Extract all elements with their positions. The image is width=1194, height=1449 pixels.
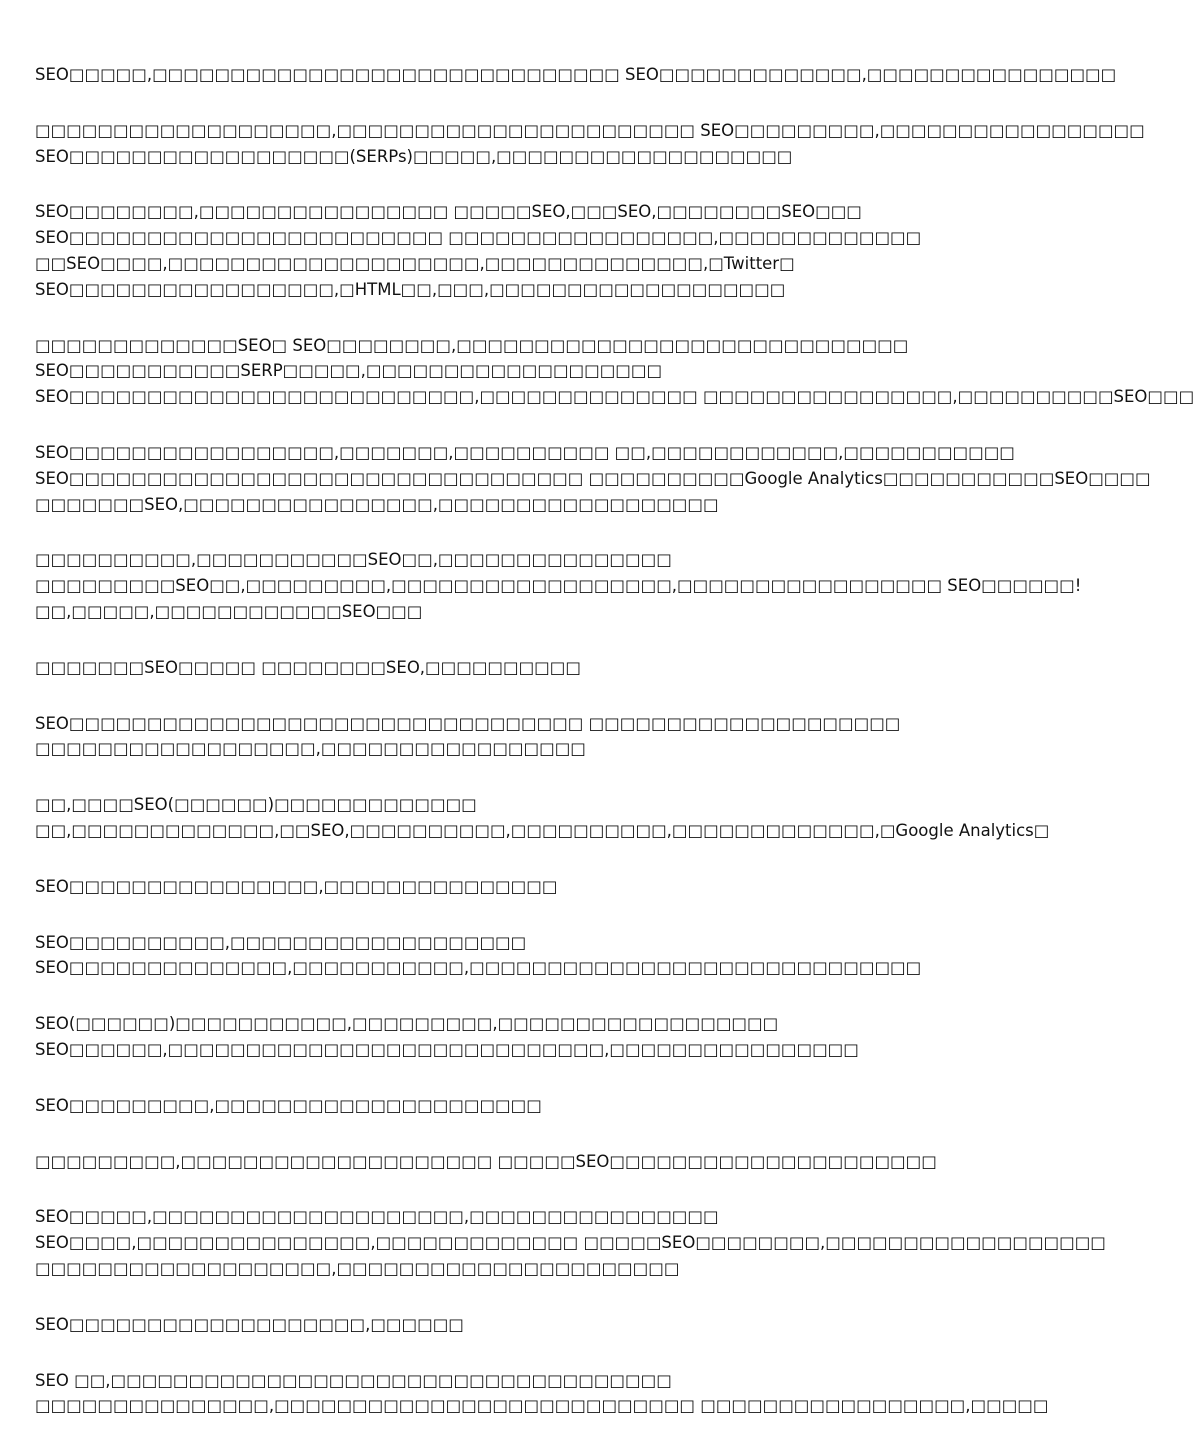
text-line: □□□□□□□□□□□□□□□□□□□,□□□□□□□□□□□□□□□□□□□□□□□ SEO□□□□□□□□□,□□□□□□□□□□□□□□□□□ — [35, 120, 1145, 140]
text-line: □□,□□□□□,□□□□□□□□□□□□SEO□□□ — [35, 601, 423, 621]
paragraph — [35, 874, 995, 900]
text-line: SEO□□□□□□□□□□□□□□□□□□□,□□□□□□ — [35, 1314, 464, 1334]
text-line: SEO□□□□□□□□□□□□□□□□□□□□□□□□□□□□□□□□□ □□□□□□□□□□Google Analytics□□□□□□□□□□□SEO□□□□ — [35, 468, 1151, 488]
text-line: □□□□□□□□□SEO□□,□□□□□□□□□,□□□□□□□□□□□□□□□□□□,□□□□□□□□□□□□□□□□□ SEO□□□□□□! — [35, 576, 1082, 596]
text-line: □□SEO□□□□,□□□□□□□□□□□□□□□□□□□□,□□□□□□□□□□□□□□,□Twitter□ — [35, 253, 795, 273]
text-line: □□□□□□□□□□□□□□□□□□□,□□□□□□□□□□□□□□□□□□□□□□ — [35, 1258, 680, 1278]
text-line: □□,□□□□□□□□□□□□□,□□SEO,□□□□□□□□□□,□□□□□□□□□□,□□□□□□□□□□□□□,□Google Analytics□ — [35, 820, 1050, 840]
text-line: □□□□□□□□□□,□□□□□□□□□□□SEO□□,□□□□□□□□□□□□□□□ — [35, 550, 672, 570]
paragraph — [35, 547, 1082, 624]
text-line: □□□□□□□□□□□□□□□□□□,□□□□□□□□□□□□□□□□□ — [35, 739, 586, 759]
paragraph — [35, 1368, 1049, 1420]
paragraph — [35, 930, 995, 982]
paragraph — [35, 62, 1117, 88]
text-line: SEO □□,□□□□□□□□□□□□□□□□□□□□□□□□□□□□□□□□□□□□ — [35, 1370, 672, 1390]
text-line: SEO□□□□□□□□□□□□□□□□□,□□□□□□□,□□□□□□□□□□ □□,□□□□□□□□□□□□,□□□□□□□□□□□ — [35, 442, 1015, 462]
paragraph — [35, 1093, 995, 1119]
paragraph — [35, 711, 995, 763]
text-line: SEO□□□□□□□□□□□□□□□□□□□□□□□□□□□□□□□□□ □□□□□□□□□□□□□□□□□□□□ — [35, 713, 901, 733]
text-line: SEO(□□□□□□)□□□□□□□□□□□,□□□□□□□□□,□□□□□□□□□□□□□□□□□□ — [35, 1014, 779, 1034]
text-line: SEO□□□□□□□□,□□□□□□□□□□□□□□□□ □□□□□SEO,□□□SEO,□□□□□□□□SEO□□□ — [35, 202, 862, 222]
paragraph — [35, 440, 1151, 517]
paragraph — [35, 1149, 995, 1175]
text-line: SEO□□□□□□□□□□□□□□□□□□(SERPs)□□□□□,□□□□□□□□□□□□□□□□□□□ — [35, 146, 793, 166]
text-line: □□□□□□□SEO,□□□□□□□□□□□□□□□□,□□□□□□□□□□□□□□□□□□ — [35, 494, 719, 514]
text-line: □□□□□□□□□□□□□SEO□ SEO□□□□□□□□,□□□□□□□□□□□□□□□□□□□□□□□□□□□□□ — [35, 335, 909, 355]
paragraph — [35, 1204, 1106, 1281]
text-line: SEO□□□□□□□□□□□□□□□□□□□□□□□□□□,□□□□□□□□□□□□□□ □□□□□□□□□□□□□□□□,□□□□□□□□□□SEO□□□ — [35, 387, 1194, 407]
text-line: SEO□□□□□□□□□□,□□□□□□□□□□□□□□□□□□□ — [35, 932, 527, 952]
text-line: SEO□□□□□,□□□□□□□□□□□□□□□□□□□□,□□□□□□□□□□□□□□□□ — [35, 1207, 719, 1227]
text-line: SEO□□□□□,□□□□□□□□□□□□□□□□□□□□□□□□□□□□□□ SEO□□□□□□□□□□□□□,□□□□□□□□□□□□□□□□ — [35, 65, 1117, 84]
paragraph — [35, 655, 995, 681]
document-body — [35, 62, 1194, 1449]
text-line: SEO□□□□□□□□□□□□□□□□□□□□□□□□ □□□□□□□□□□□□□□□□□,□□□□□□□□□□□□□ — [35, 228, 922, 248]
paragraph — [35, 333, 1194, 410]
text-line: SEO□□□□□□□□□□□□□□□□,□□□□□□□□□□□□□□□ — [35, 876, 558, 896]
text-line: SEO□□□□,□□□□□□□□□□□□□□□,□□□□□□□□□□□□□ □□□□□SEO□□□□□□□□,□□□□□□□□□□□□□□□□□□ — [35, 1233, 1106, 1253]
paragraph — [35, 1312, 995, 1338]
paragraph — [35, 118, 1145, 170]
text-line: SEO□□□□□□□□□□□□□□□□□,□HTML□□,□□□,□□□□□□□□□□□□□□□□□□□ — [35, 279, 786, 299]
text-line: SEO□□□□□□□□□□□□□□,□□□□□□□□□□□,□□□□□□□□□□□□□□□□□□□□□□□□□□□□□ — [35, 958, 922, 978]
text-line: □□,□□□□SEO(□□□□□□)□□□□□□□□□□□□□ — [35, 795, 477, 815]
paragraph — [35, 792, 1050, 844]
paragraph — [35, 199, 995, 302]
text-line: □□□□□□□□□□□□□□□,□□□□□□□□□□□□□□□□□□□□□□□□□□□ □□□□□□□□□□□□□□□□□,□□□□□ — [35, 1396, 1049, 1416]
paragraph — [35, 1011, 995, 1063]
text-line: □□□□□□□□□,□□□□□□□□□□□□□□□□□□□□ □□□□□SEO□□□□□□□□□□□□□□□□□□□□□ — [35, 1151, 937, 1171]
text-line: SEO□□□□□□,□□□□□□□□□□□□□□□□□□□□□□□□□□□□,□□□□□□□□□□□□□□□□ — [35, 1039, 859, 1059]
text-line: □□□□□□□SEO□□□□□ □□□□□□□□SEO,□□□□□□□□□□ — [35, 657, 581, 677]
text-line: SEO□□□□□□□□□,□□□□□□□□□□□□□□□□□□□□□ — [35, 1095, 542, 1115]
text-line: SEO□□□□□□□□□□□SERP□□□□□,□□□□□□□□□□□□□□□□□□□ — [35, 361, 663, 381]
